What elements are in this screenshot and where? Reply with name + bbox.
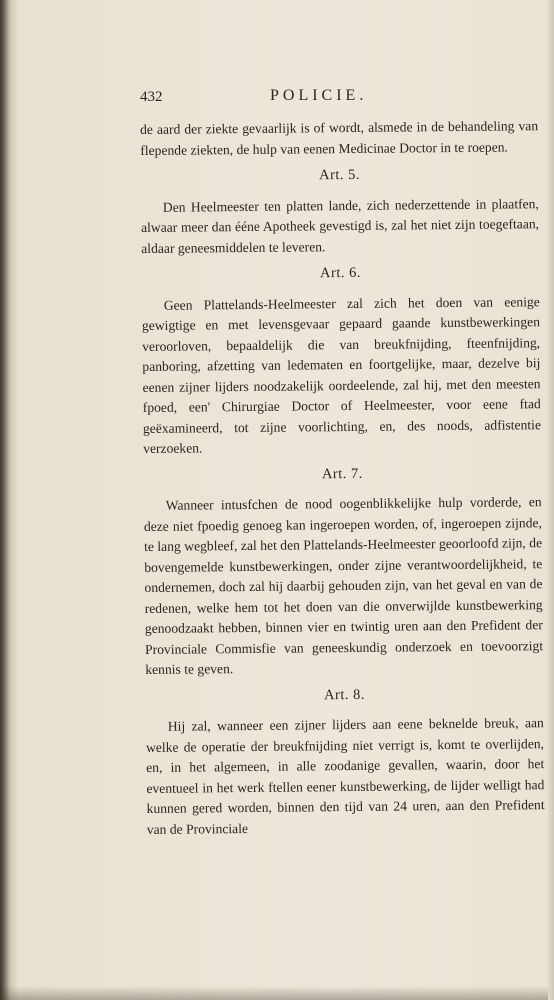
article-heading: Art. 6. xyxy=(319,264,362,282)
article-5 xyxy=(140,163,539,259)
article-7 xyxy=(143,462,543,681)
page-number: 432 xyxy=(140,89,163,105)
article-paragraph: Den Heelmeester ten platten lande, zich nederzettende in plaatfen, alwaar meer dan ééne Apotheek gevestigd is, zal het niet zijn toegeftaan, aldaar geneesmiddelen te leveren. xyxy=(140,195,540,256)
page-header xyxy=(140,87,540,109)
article-8 xyxy=(145,683,544,840)
article-paragraph: Hij zal, wanneer een zijner lijders aan eene beknelde breuk, aan welke de operatie der breukfnijding niet verrigt is, komt te overlijden, en, in het algemeen, in alle zoodanige gevallen, waarin, door het eventueel in het werk ftellen eener kunstbewerking, de lijder welligt had kunnen gered worden, binnen den tijd van 24 uren, aan den Prefident van de Provinciale xyxy=(145,715,545,837)
running-head: POLICIE. xyxy=(270,87,368,104)
article-paragraph: Geen Plattelands-Heelmeester zal zich het doen van eenige gewigtige en met levensgevaar gepaard gaande kunstbewerkingen veroorloven, bepaaldelijk die van breukfnijding, fteenfnijding, panboring, afzetting van ledematen en foortgelijke, maar, dezelve bij eenen zijner lijders noodzakelijk oordeelende, zal hij, met den meesten fpoed, een' Chirurgiae Doctor of Heelmeester, voor eene ftad geëxamineerd, tot zijne voorlichting, en, des noods, adfistentie verzoeken. xyxy=(141,293,542,456)
intro-paragraph: de aard der ziekte gevaarlijk is of wordt, alsmede in de behandeling van flepende ziekten, de hulp van eenen Medicinae Doctor in te roepen. xyxy=(140,118,539,158)
body-text xyxy=(140,116,545,840)
article-paragraph: Wanneer intusfchen de nood oogenblikkelijke hulp vorderde, en deze niet fpoedig genoeg kan ingeroepen worden, of, ingeroepen zijnde, te lang wegbleef, zal het den Plattelands-Heelmeester geoorloofd zijn, de bovengemelde kunstbewerkingen, onder zijne verantwoordelijkheid, te ondernemen, doch zal hij daarbij gehouden zijn, van het geval en van de redenen, welke hem tot het doen van die onverwijlde kunstbewerking genoodzaakt hebben, binnen vier en twintig uren aan den Prefident der Provinciale Commisfie van geneeskundig onderzoek en toevoorzigt kennis te geven. xyxy=(143,494,544,677)
article-heading: Art. 8. xyxy=(323,686,366,703)
article-6 xyxy=(141,261,541,459)
article-heading: Art. 7. xyxy=(321,465,363,482)
article-heading: Art. 5. xyxy=(318,166,361,184)
